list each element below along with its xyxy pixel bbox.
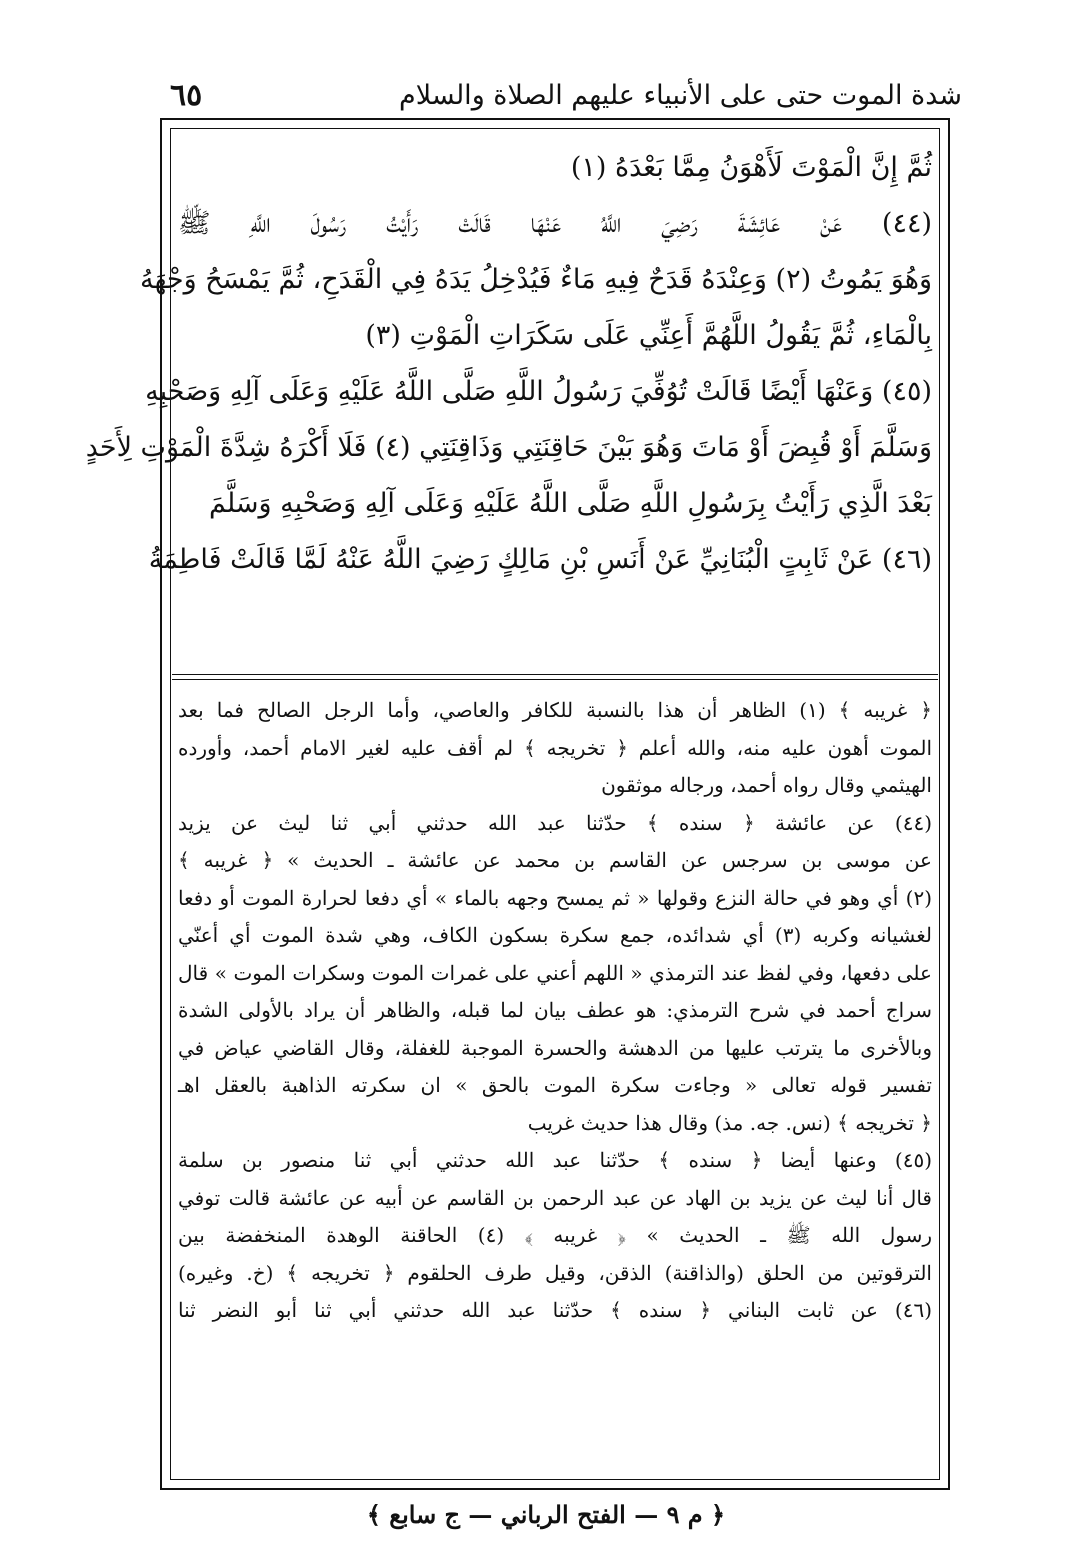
note-line: الموت أهون عليه منه، والله أعلم ﴿ تخريجه ﴾ لم أقف عليه لغير الامام أحمد، وأورده xyxy=(178,735,932,760)
text-line: (٤٥) وَعَنْهَا أَيْضًا قَالَتْ تُوُفِّيَ رَسُولُ اللَّهِ صَلَّى اللَّهُ عَلَيْهِ وَعَلَى آلِهِ وَصَحْبِهِ xyxy=(145,376,932,407)
page-header xyxy=(170,78,962,118)
hadith-text xyxy=(85,140,932,588)
page-footer xyxy=(0,1500,1092,1529)
text-line: بِالْمَاءِ، ثُمَّ يَقُولُ اللَّهُمَّ أَعِنِّي عَلَى سَكَرَاتِ الْمَوْتِ (٣) xyxy=(365,320,932,351)
commentary-notes xyxy=(178,692,932,1330)
text-line: ثُمَّ إِنَّ الْمَوْتَ لَأَهْوَنُ مِمَّا بَعْدَهُ (١) xyxy=(570,152,932,183)
note-line: ﴿ تخريجه ﴾ (نس. جه. مذ) وقال هذا حديث غريب xyxy=(527,1110,932,1135)
note-line: وبالأخرى ما يترتب عليها من الدهشة والحسرة الموجبة للغفلة، وقال القاضي عياض في xyxy=(178,1035,932,1060)
note-line: عن موسى بن سرجس عن القاسم بن محمد عن عائشة ـ الحديث » ﴿ غريبه ﴾ xyxy=(178,848,932,872)
note-line: تفسير قوله تعالى « وجاءت سكرة الموت بالحق » ان سكرته الذاهبة بالعقل اهـ xyxy=(178,1073,932,1097)
note-line: ﴿ غريبه ﴾ (١) الظاهر أن هذا بالنسبة للكافر والعاصي، وأما الرجل الصالح فما بعد xyxy=(178,698,932,722)
text-line: وَسَلَّمَ أَوْ قُبِضَ أَوْ مَاتَ وَهُوَ بَيْنَ حَاقِنَتِي وَذَاقِنَتِي (٤) فَلَا أَكْرَهُ شِدَّةَ الْمَوْتِ لِأَحَدٍ xyxy=(85,432,932,463)
separator-rule xyxy=(172,679,938,680)
separator-rule xyxy=(172,674,938,675)
running-title: شدة الموت حتى على الأنبياء عليهم الصلاة والسلام xyxy=(399,80,962,111)
note-line: على دفعها، وفي لفظ عند الترمذي « اللهم أعني على غمرات الموت وسكرات الموت » قال xyxy=(178,960,932,985)
note-line: (٤٦) عن ثابت البناني ﴿ سنده ﴾ حدّثنا عبد الله حدثني أبي ثنا أبو النضر ثنا xyxy=(178,1298,932,1322)
note-line: الهيثمي وقال رواه أحمد، ورجاله موثقون xyxy=(601,773,932,797)
book-signature: ﴿ م ٩ — الفتح الرباني — ج سابع ﴾ xyxy=(366,1500,726,1529)
note-line: (٤٥) وعنها أيضا ﴿ سنده ﴾ حدّثنا عبد الله حدثني أبي ثنا منصور بن سلمة xyxy=(178,1148,932,1172)
text-line: وَهُوَ يَمُوتُ (٢) وَعِنْدَهُ قَدَحٌ فِيهِ مَاءٌ فَيُدْخِلُ يَدَهُ فِي الْقَدَحِ، ثُمَّ يَمْسَحُ وَجْهَهُ xyxy=(140,264,932,295)
note-line: (٤٤) عن عائشة ﴿ سنده ﴾ حدّثنا عبد الله حدثني أبي ثنا ليث عن يزيد xyxy=(178,810,932,835)
note-line: رسول الله ﷺ ـ الحديث » ﴿ غريبه ﴾ (٤) الحاقنة الوهدة المنخفضة بين xyxy=(178,1223,932,1247)
note-line: (٢) أي وهو في حالة النزع وقولها « ثم يمسح وجهه بالماء » أي دفعا لحرارة الموت أو دفعا xyxy=(178,885,932,910)
note-line: قال أنا ليث عن يزيد بن الهاد عن عبد الرحمن بن القاسم عن أبيه عن عائشة قالت توفي xyxy=(178,1185,932,1210)
text-line: بَعْدَ الَّذِي رَأَيْتُ بِرَسُولِ اللَّهِ صَلَّى اللَّهُ عَلَيْهِ وَعَلَى آلِهِ وَصَحْبِهِ وَسَلَّمَ xyxy=(208,488,932,519)
text-line: (٤٦) عَنْ ثَابِتٍ الْبُنَانِيِّ عَنْ أَنَسِ بْنِ مَالِكٍ رَضِيَ اللَّهُ عَنْهُ لَمَّا قَالَتْ فَاطِمَةُ xyxy=(148,544,932,575)
note-line: الترقوتين من الحلق (والذاقنة) الذقن، وقيل طرف الحلقوم ﴿ تخريجه ﴾ (خ. وغيره) xyxy=(178,1260,932,1285)
note-line: سراج أحمد في شرح الترمذي: هو عطف بيان لما قبله، والظاهر أن يراد بالأولى الشدة xyxy=(178,998,932,1022)
page-number: ٦٥ xyxy=(170,78,203,113)
note-line: لغشيانه وكربه (٣) أي شدائده، جمع سكرة بسكون الكاف، وهي شدة الموت أي أعنّي xyxy=(178,923,932,947)
text-line: (٤٤) عَنْ عَائِشَةَ رَضِيَ اللَّهُ عَنْهَا قَالَتْ رَأَيْتُ رَسُولَ اللَّهِ ﷺ xyxy=(178,208,932,239)
